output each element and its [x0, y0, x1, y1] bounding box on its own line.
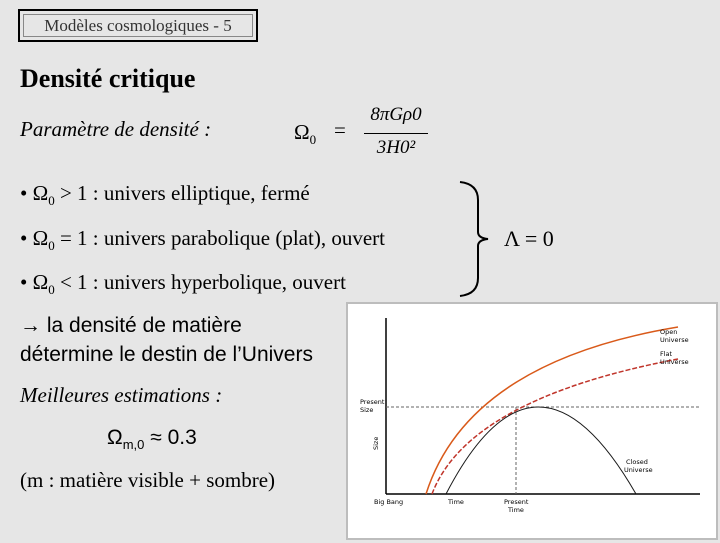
density-parameter-label: Paramètre de densité :: [20, 117, 212, 141]
flat-label-1: Flat: [660, 350, 673, 358]
present-time-label-1: Present: [504, 498, 529, 506]
time-label: Time: [448, 498, 464, 506]
bullet-omega: Ω: [32, 226, 49, 250]
matter-note: (m : matière visible + sombre): [20, 468, 276, 492]
present-time-label-2: Time: [508, 506, 524, 514]
bullet-text: = 1 : univers parabolique (plat), ouvert: [54, 226, 385, 250]
big-bang-label: Big Bang: [374, 498, 404, 506]
flat-label-2: Universe: [660, 358, 689, 366]
destiny-line-2: détermine le destin de l’Univers: [20, 343, 313, 366]
open-label-2: Universe: [660, 336, 689, 344]
bullet-open: • $\Omega_0 < 1$ : univers hyperbolique, ouvert: [20, 270, 346, 297]
right-brace: [458, 180, 498, 298]
omega-matter-estimate: [107, 426, 197, 450]
bullet-flat: • $\Omega_0 = 1$ : univers parabolique (plat), ouvert: [20, 226, 385, 253]
bullet-omega: Ω: [32, 270, 49, 294]
formula-numerator: 8πGρ0: [370, 104, 422, 125]
closed-label-1: Closed: [626, 458, 648, 466]
slide-title: Densité critique: [20, 64, 196, 93]
bullet-text: > 1 : univers elliptique, fermé: [54, 181, 310, 205]
open-label-1: Open: [660, 328, 678, 336]
bullet-closed: • $\Omega_0 > 1$ : univers elliptique, fermé: [20, 181, 310, 208]
closed-universe-curve: [446, 407, 636, 494]
destiny-text: [20, 311, 313, 369]
slide-tag-label: Modèles cosmologiques - 5: [23, 14, 253, 37]
expansion-diagram: [348, 304, 716, 538]
omega-m-value: ≈ 0.3: [144, 426, 197, 449]
formula-denominator: 3H0²: [376, 137, 416, 158]
omega-m-sub: m,0: [122, 437, 145, 452]
formula-lhs: [294, 120, 316, 145]
destiny-line-1: → la densité de matière: [20, 314, 242, 337]
bullet-omega-sub: 0: [48, 193, 55, 208]
best-estimates-label: Meilleures estimations :: [20, 383, 223, 407]
bullet-text: < 1 : univers hyperbolique, ouvert: [54, 270, 346, 294]
density-formula: [294, 104, 434, 164]
bullet-omega-sub: 0: [48, 282, 55, 297]
bullet-omega: Ω: [32, 181, 49, 205]
bullet-omega-sub: 0: [48, 238, 55, 253]
present-size-label-2: Size: [360, 406, 374, 414]
omega-m-symbol: Ω: [107, 426, 123, 449]
slide-tag: [18, 9, 258, 42]
formula-omega: Ω: [294, 120, 310, 144]
lambda-note: Λ = 0: [504, 226, 554, 251]
y-axis-label: Size: [372, 436, 380, 450]
universe-expansion-figure: [346, 302, 718, 540]
formula-equals: =: [334, 118, 346, 142]
present-size-label-1: Present: [360, 398, 385, 406]
fraction-bar: [364, 133, 428, 134]
formula-omega-sub: 0: [309, 132, 317, 147]
closed-label-2: Universe: [624, 466, 653, 474]
